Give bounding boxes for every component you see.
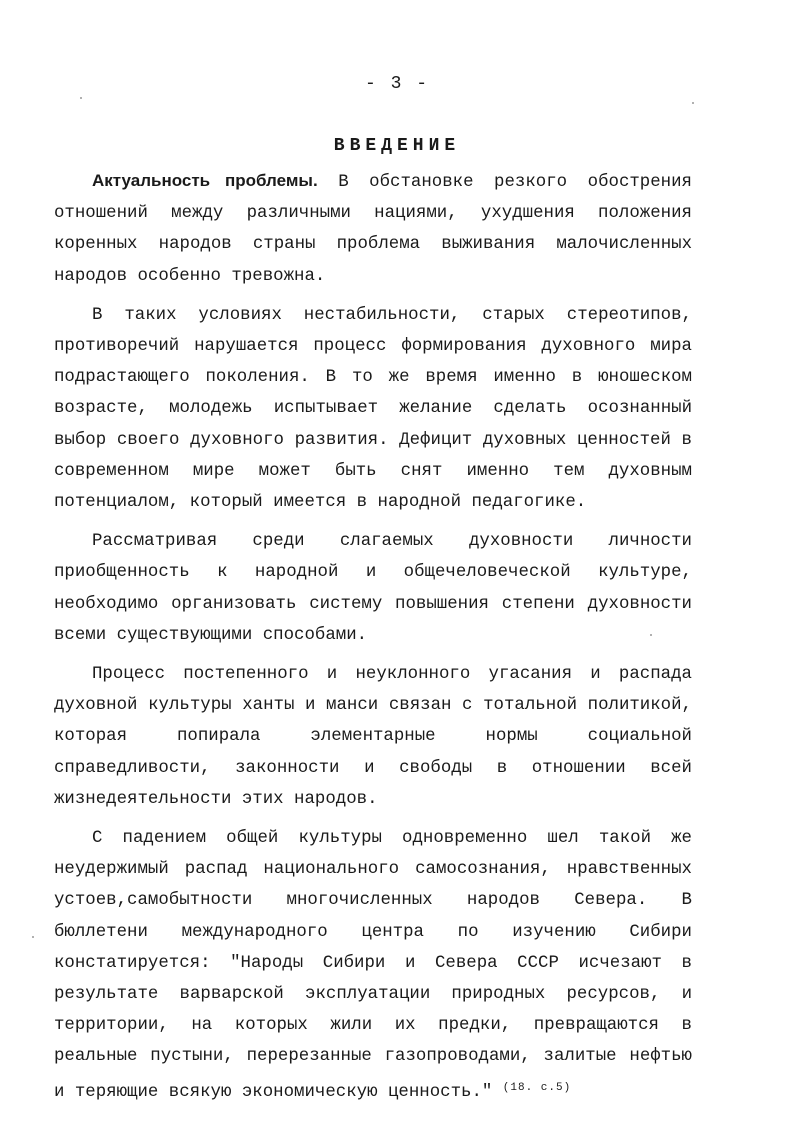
body-text	[54, 165, 692, 1116]
paragraph-text: Рассматривая среди слагаемых духовности личности приобщенность к народной и общечеловеческой культуре, необходимо организовать систему повышения степени духовности всеми существующими способами.	[54, 532, 692, 645]
citation-reference: (18. с.5)	[502, 1081, 572, 1094]
paragraph-lead: Актуальность проблемы.	[92, 171, 318, 190]
paragraph-1	[54, 165, 692, 292]
paragraph-text: В таких условиях нестабильности, старых стереотипов, противоречий нарушается процесс формирования духовного мира подрастающего поколения. В то же время именно в юношеском возрасте, молодежь испытывает желание сделать осознанный выбор своего духовного развития. Дефицит духовных ценностей в современном мире может быть снят именно тем духовным потенциалом, который имеется в народной педагогике.	[54, 305, 692, 513]
section-heading: ВВЕДЕНИЕ	[333, 136, 461, 156]
scan-speck	[692, 102, 694, 104]
scan-speck	[32, 936, 34, 938]
paragraph-text: Процесс постепенного и неуклонного угасания и распада духовной культуры ханты и манси связан с тотальной политикой, которая попирала элементарные нормы социальной справедливости, законности и свободы в отношении всей жизнедеятельности этих народов.	[54, 665, 692, 809]
paragraph-5	[54, 823, 692, 1108]
page-number: - 3 -	[364, 74, 429, 94]
paragraph-4	[54, 659, 692, 815]
paragraph-text: В обстановке резкого обострения отношений между различными нациями, ухудшения положения коренных народов страны проблема выживания малочисленных народов особенно тревожна.	[54, 173, 692, 286]
scan-speck	[80, 97, 82, 99]
paragraph-text: С падением общей культуры одновременно шел такой же неудержимый распад национального самосознания, нравственных устоев,самобытности многочисленных народов Севера. В бюллетени международного центра по изучению Сибири констатируется: "Народы Сибири и Севера СССР исчезают в результате варварской эксплуатации природных ресурсов, и территории, на которых жили их предки, превращаются в реальные пустыни, перерезанные газопроводами, залитые нефтью и теряющие всякую экономическую ценность."	[54, 829, 692, 1102]
paragraph-3	[54, 526, 692, 651]
paragraph-2	[54, 300, 692, 518]
scan-speck	[650, 634, 652, 636]
